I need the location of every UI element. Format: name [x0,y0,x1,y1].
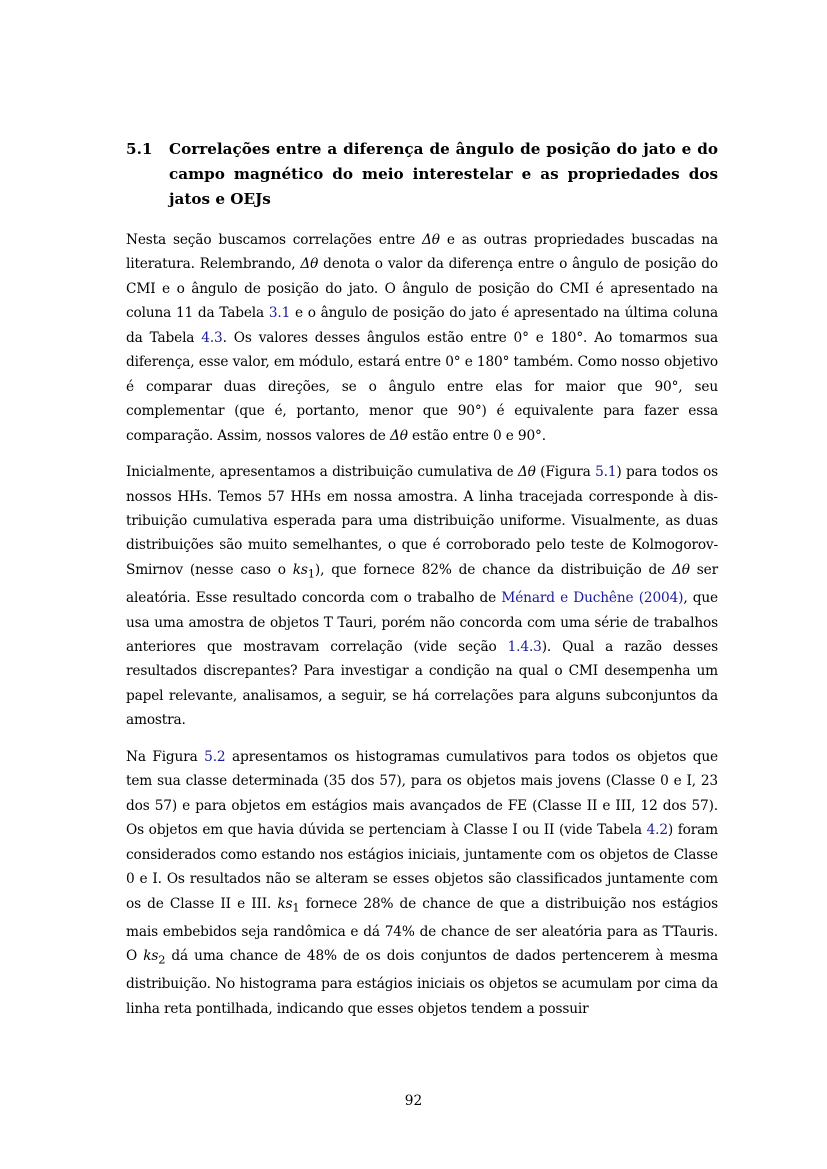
math-symbol: Δθ [389,427,408,444]
text-run: estão entre 0 e 90°. [407,427,546,444]
text-run: denota o valor da diferença entre o ângulo de posição do CMI e o ângulo de posição do jato. O ângulo de posição do CMI é apresentado na coluna 11 da Tabela [126,256,718,322]
text-run: ser aleatória. Esse resultado concorda com o trabalho de [126,561,719,607]
math-symbol: Δθ [672,561,690,578]
cross-reference-link[interactable]: 4.2 [646,822,668,839]
paragraph [126,228,718,448]
text-run: Nesta seção buscamos correlações entre [126,232,423,248]
section-number: 5.1 [126,140,153,158]
math-symbol: ks [292,561,308,578]
math-symbol: Δθ [300,256,319,273]
text-run: ) para todos os nossos HHs. Temos 57 HHs em nossa amostra. A linha tracejada corresponde à distribuição cumulativa esperada para uma distribuição uniforme. Visualmente, as duas distribuições são muito semelhantes, o que é corroborado pelo teste de Kolmogorov-Smirnov (nesse caso o [126,464,718,578]
cross-reference-link[interactable]: 5.1 [595,464,617,481]
paragraph [126,745,718,1021]
text-run: e as outras propriedades buscadas na literatura. Relembrando, [126,232,718,273]
text-run: ), que fornece 82% de chance da distribuição de [314,561,673,578]
math-symbol: ks [143,948,159,965]
text-run: Inicialmente, apresentamos a distribuição cumulativa de [126,464,518,481]
section-heading [126,137,718,212]
text-run: ). Qual a razão desses resultados discrepantes? Para investigar a condição na qual o CMI desempenha um papel relevante, analisamos, a seguir, se há correlações para alguns subconjuntos da amostra. [126,638,718,729]
math-subscript: 2 [158,952,166,967]
text-run: , que usa uma amostra de objetos T Tauri, porém não concorda com uma série de trabalhos anteriores que mostravam correlação (vide seção [126,590,718,655]
text-run: (Figura [535,464,596,481]
paragraph [126,460,718,733]
text-run: Na Figura [126,748,205,765]
math-subscript: 1 [292,900,300,915]
section-title: Correlações entre a diferença de ângulo de posição do jato e do campo magnético do meio interestelar e as propriedades dos jatos e OEJs [169,140,718,208]
cross-reference-link[interactable]: 1.4.3 [507,638,542,655]
text-run: fornece 28% de chance de que a distribuição nos estágios mais embebidos seja randômica e dá 74% de chance de ser aleatória para as TTauris. O [126,895,718,965]
body-text [126,228,718,1033]
page-number: 92 [404,1093,423,1109]
cross-reference-link[interactable]: 3.1 [268,305,291,322]
math-symbol: Δθ [422,232,440,248]
text-run: ) foram considerados como estando nos estágios iniciais, juntamente com os objetos de Classe 0 e I. Os resultados não se alteram se esses objetos são classificados juntamente com os de Classe II e III. [126,822,718,912]
math-subscript: 1 [307,566,315,581]
text-run: . Os valores desses ângulos estão entre 0° e 180°. Ao tomarmos sua diferença, esse valor, em módulo, estará entre 0° e 180° também. Como nosso objetivo é comparar duas direções, se o ângulo entre elas for maior que 90°, seu complementar (que é, portanto, menor que 90°) é equivalente para fazer essa comparação. Assim, nossos valores de [126,329,718,444]
cross-reference-link[interactable]: 5.2 [204,748,226,765]
math-symbol: Δθ [517,464,536,481]
cross-reference-link[interactable]: Ménard e Duchêne (2004) [501,590,684,607]
math-symbol: ks [277,895,293,912]
text-run: e o ângulo de posição do jato é apresentado na última coluna da Tabela [126,305,718,346]
cross-reference-link[interactable]: 4.3 [201,329,223,346]
text-run: dá uma chance de 48% de os dois conjuntos de dados pertencerem à mesma distribuição. No histograma para estágios iniciais os objetos se acumulam por cima da linha reta pontilhada, indicando que esses objetos tendem a possuir [126,948,718,1017]
text-run: apresentamos os histogramas cumulativos para todos os objetos que tem sua classe determinada (35 dos 57), para os objetos mais jovens (Classe 0 e I, 23 dos 57) e para objetos em estágios mais avançados de FE (Classe II e III, 12 dos 57). Os objetos em que havia dúvida se pertenciam à Classe I ou II (vide Tabela [126,748,719,839]
